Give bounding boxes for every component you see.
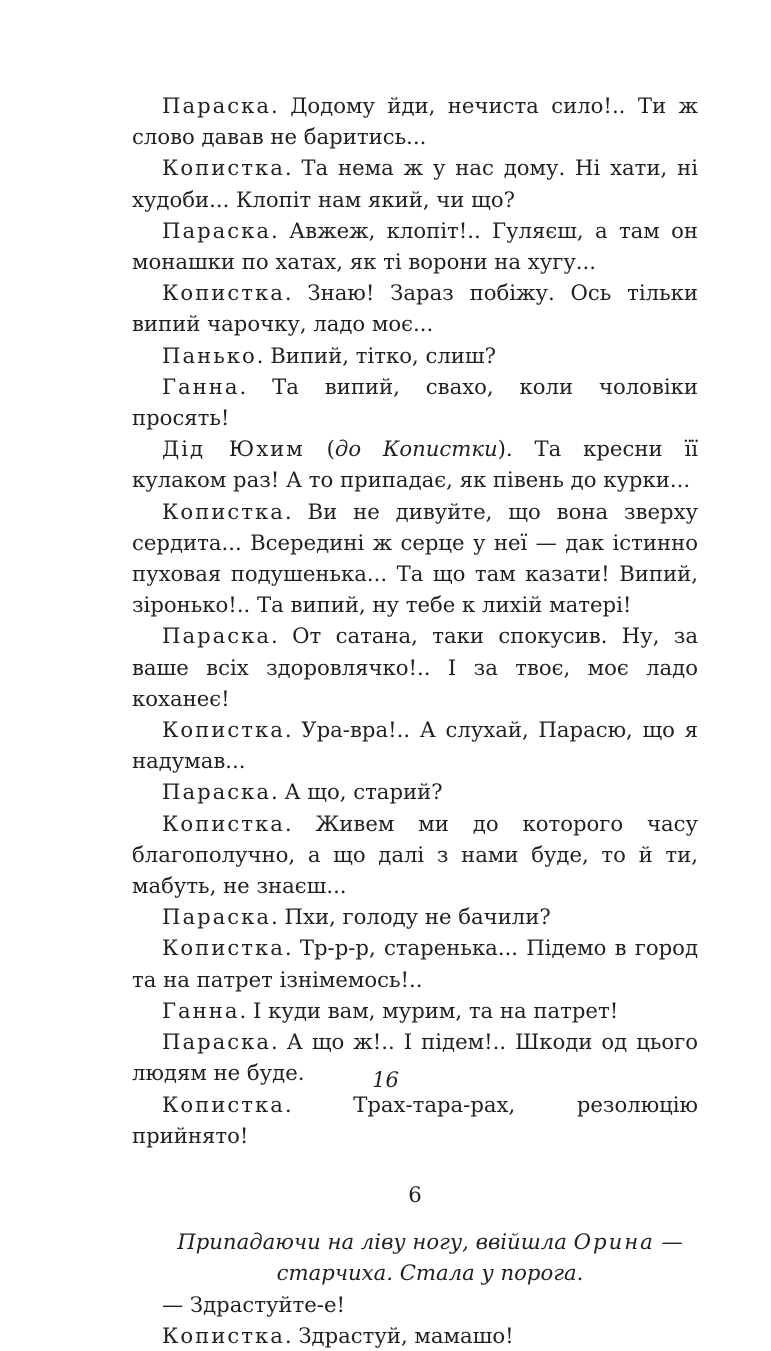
dialogue-line [132, 620, 698, 714]
dialogue-text: . Живем ми до которого часу благополучно, а що далі з нами буде, то й ти, мабуть, не знаєш... [132, 810, 698, 899]
dialogue-line [132, 340, 698, 371]
page-number: 16 [372, 1068, 399, 1092]
dialogue-line [132, 215, 698, 277]
dialogue-text: . Додому йди, нечиста сило!.. Ти ж слово давав не баритись... [132, 93, 698, 150]
dialogue-line: Дід Юхим (до Копистки). Та кресни її кулаком раз! А то припадає, як півень до курки... [132, 436, 698, 493]
speaker-name: Ганна [162, 997, 240, 1023]
dialogue-line [132, 496, 698, 621]
speaker-name: Параска [162, 623, 272, 649]
speaker-name: Копистка [162, 1322, 285, 1348]
dialogue-line [132, 277, 698, 339]
speaker-name: Параска [162, 217, 272, 243]
speaker-name: Панько [162, 342, 257, 368]
speaker-name: Дід Юхим [162, 436, 305, 462]
stage-remark: до Копистки [334, 436, 498, 462]
dialogue-line [132, 808, 698, 902]
dialogue-text: . А що ж!.. І підем!.. Шкоди од цього людям не буде. [132, 1029, 698, 1086]
dialogue-text: . Знаю! Зараз побіжу. Ось тільки випий чарочку, ладо моє... [132, 280, 698, 337]
dialogue-text: . От сатана, таки спокусив. Ну, за ваше всіх здоровлячко!.. І за твоє, моє ладо коханеє! [132, 623, 698, 711]
dialogue-text: . Трах-тара-рах, резолюцію прийнято! [132, 1091, 698, 1148]
dialogue-line [132, 152, 698, 214]
speaker-name: Копистка [162, 717, 285, 743]
stage-direction-text: — старчиха. Стала у порога. [276, 1229, 683, 1286]
dialogue-line [132, 995, 698, 1026]
dialogue-line [132, 776, 698, 807]
speaker-name: Копистка [162, 1091, 285, 1117]
dialogue-text: . Здрастуй, мамашо! [284, 1322, 514, 1348]
speaker-name: Копистка [162, 280, 285, 306]
scene-number: 6 [408, 1181, 422, 1207]
speaker-name: Копистка [162, 155, 285, 181]
dialogue-line [132, 714, 698, 776]
dialogue-text: ). Та кресни її кулаком раз! А то припадає, як півень до курки... [132, 436, 698, 493]
stage-direction-text: Припадаючи на ліву ногу, ввійшла [177, 1229, 574, 1255]
dialogue-text: . Тр-р-р, старенька... Підемо в город та на патрет ізнімемось!.. [132, 935, 698, 992]
dialogue-text: — Здрастуйте-е! [162, 1291, 346, 1317]
dialogue-text: . Та нема ж у нас дому. Ні хати, ні худоби... Клопіт нам який, чи що? [132, 155, 698, 212]
dialogue-text: . А що, старий? [271, 779, 443, 805]
dialogue-text: . І куди вам, мурим, та на патрет! [239, 997, 619, 1023]
speaker-name: Параска [162, 779, 272, 805]
dialogue-line [132, 1320, 698, 1351]
speaker-name: Копистка [162, 935, 285, 961]
dialogue-text: . Авжеж, клопіт!.. Гуляєш, а там он монашки по хатах, як ті ворони на хугу... [132, 217, 698, 275]
dialogue-text: . Ви не дивуйте, що вона зверху сердита... Всередині ж серце у неї — дак істинно пуховая подушенька... Та що там казати! Випий, зіронько!.. Та випий, ну тебе к лихій матері! [132, 498, 698, 618]
speaker-name: Копистка [162, 810, 285, 836]
stage-direction [132, 1226, 698, 1288]
dialogue-text: . Пхи, голоду не бачили? [271, 904, 551, 930]
speaker-name: Копистка [162, 498, 285, 524]
dialogue-line [132, 90, 698, 152]
dialogue-text: . Та випий, свахо, коли чоловіки просять! [132, 373, 698, 431]
speaker-name: Параска [162, 93, 272, 118]
dialogue-text: . Ура-вра!.. А слухай, Парасю, що я надумав... [132, 717, 698, 774]
dialogue-line [132, 371, 698, 433]
speaker-name: Ганна [162, 373, 240, 399]
dialogue-line [132, 932, 698, 994]
dialogue-text: . Випий, тітко, слиш? [256, 342, 496, 368]
speaker-name: Параска [162, 1029, 272, 1055]
dialogue-line [132, 1289, 698, 1320]
speaker-name: Параска [162, 904, 272, 930]
dialogue-line [132, 901, 698, 932]
page-body [132, 90, 698, 1351]
dialogue-line [132, 1089, 698, 1151]
character-name: Орина [573, 1229, 655, 1255]
